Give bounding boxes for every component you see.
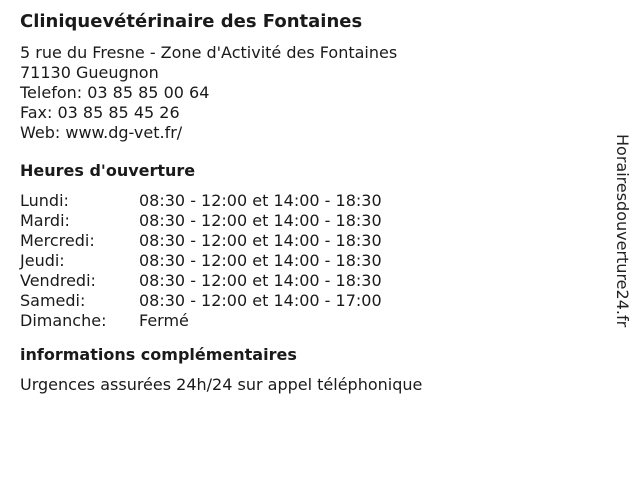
day-hours: 08:30 - 12:00 et 14:00 - 18:30	[139, 231, 382, 250]
fax-number: Fax: 03 85 85 45 26	[20, 103, 180, 122]
day-hours: 08:30 - 12:00 et 14:00 - 18:30	[139, 211, 382, 230]
address-street: 5 rue du Fresne - Zone d'Activité des Fontaines	[20, 43, 398, 62]
day-label: Dimanche:	[20, 311, 107, 330]
day-hours: 08:30 - 12:00 et 14:00 - 18:30	[139, 251, 382, 270]
hours-row-tuesday	[20, 211, 590, 231]
address-city: 71130 Gueugnon	[20, 63, 159, 82]
day-label: Mercredi:	[20, 231, 95, 250]
clinic-name: Cliniquevétérinaire des Fontaines	[20, 11, 363, 32]
day-hours: 08:30 - 12:00 et 14:00 - 18:30	[139, 271, 382, 290]
day-label: Mardi:	[20, 211, 70, 230]
additional-info-heading: informations complémentaires	[20, 345, 297, 364]
day-label: Vendredi:	[20, 271, 96, 290]
hours-row-friday	[20, 271, 590, 291]
additional-info-text: Urgences assurées 24h/24 sur appel téléphonique	[20, 375, 423, 394]
day-label: Jeudi:	[20, 251, 65, 270]
site-watermark: Horairesdouverture24.fr	[613, 134, 632, 328]
hours-row-sunday	[20, 311, 590, 331]
hours-row-saturday	[20, 291, 590, 311]
hours-row-monday	[20, 191, 590, 211]
clinic-info-card	[20, 10, 590, 395]
opening-hours-heading: Heures d'ouverture	[20, 161, 196, 180]
address-block	[20, 43, 590, 143]
day-hours: Fermé	[139, 311, 189, 330]
hours-row-thursday	[20, 251, 590, 271]
opening-hours-table	[20, 191, 590, 331]
day-hours: 08:30 - 12:00 et 14:00 - 18:30	[139, 191, 382, 210]
website-link[interactable]: Web: www.dg-vet.fr/	[20, 123, 183, 142]
day-hours: 08:30 - 12:00 et 14:00 - 17:00	[139, 291, 382, 310]
hours-row-wednesday	[20, 231, 590, 251]
day-label: Samedi:	[20, 291, 86, 310]
day-label: Lundi:	[20, 191, 69, 210]
phone-number[interactable]: Telefon: 03 85 85 00 64	[20, 83, 210, 102]
